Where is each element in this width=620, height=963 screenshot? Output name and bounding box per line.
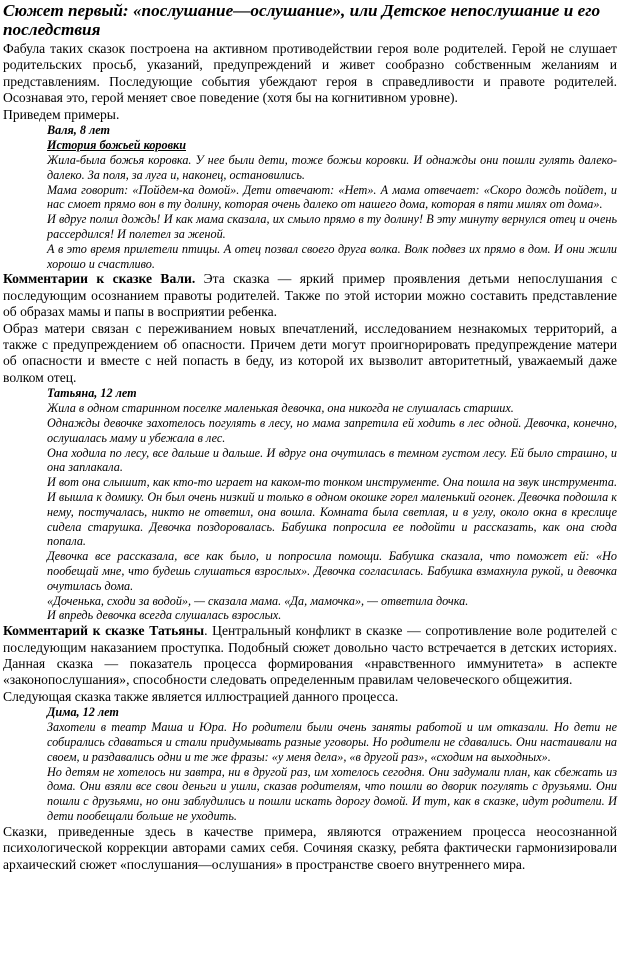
tale-line: И вот она слышит, как кто-то играет на каком-то тонком инструменте. Она пошла на звук инструмента. И вышла к домику. Он был очень низкий и только в одном окошке горел маленький огонек. Девочка подошла к нему, постучалась, никто не ответил, она вошла. Комната была светлая, и в углу, около окна в креслице сидела старушка. Девочка поздоровалась. Бабушка попросила ее подойти и рассказать, как она сюда попала. — [47, 475, 617, 549]
tale-tatyana — [3, 386, 617, 623]
tale-line: Мама говорит: «Пойдем-ка домой». Дети отвечают: «Нет». А мама отвечает: «Скоро дождь пойдет, и нас смоет прямо вон в ту долину, которая очень далеко от нашего дома, которая в пяти милях от дома». — [47, 182, 617, 212]
tale-line: Но детям не хотелось ни завтра, ни в другой раз, им хотелось сегодня. Они задумали план, как сбежать из дома. Они взяли все свои деньги и ушли, сказав родителям, что пошли во дворик погулять с друзьями. Они пошли с друзьями, но они заблудились и пошли искать дорогу домой. И тут, как в сказке, идут родители. И дети пообещали больше не уходить. — [47, 764, 617, 824]
comment-vali — [3, 271, 617, 320]
mother-image-paragraph: Образ матери связан с переживанием новых впечатлений, исследованием незнакомых территорий, а также с предупреждением об опасности. Причем дети могут проигнорировать предупреждение матери об опасности и вместе с ней попасть в беду, из которой их вызволит авторитетный, уважаемый даже волком отец. — [3, 320, 617, 385]
section-heading: Сюжет первый: «послушание—ослушание», или Детское непослушание и его последствия — [3, 1, 601, 39]
tale-author: Валя, 8 лет — [47, 123, 110, 138]
comment-lead: Комментарии к сказке Вали. — [3, 271, 196, 287]
tale-author: Татьяна, 12 лет — [47, 386, 137, 401]
tale-line: Жила-была божья коровка. У нее были дети, тоже божьи коровки. И однажды они пошли гулять далеко-далеко. За поля, за луга и, наконец, остановились. — [47, 153, 617, 182]
closing-paragraph: Сказки, приведенные здесь в качестве примера, являются отражением процесса неосознанной психологической коррекции авторами самих себя. Сочиняя сказку, ребята фактически гармонизировали архаический сюжет «послушания—ослушания» в пространстве своего внутреннего мира. — [3, 823, 617, 872]
intro-paragraph: Фабула таких сказок построена на активном противодействии героя воле родителей. Герой не слушает родительских просьб, указаний, предупреждений и живет сообразно собственным желаниям и представлениям. Последующие события убеждают героя в справедливости и правоте родителей. Осознавая это, герой меняет свое поведение (хотя бы на когнитивном уровне). — [3, 41, 617, 106]
tale-author: Дима, 12 лет — [47, 705, 119, 720]
tale-vali — [3, 123, 617, 271]
comment-tatyana — [3, 623, 617, 689]
tale-line: Однажды девочке захотелось погулять в лесу, но мама запретила ей ходить в лес одной. Девочка, конечно, ослушалась маму и убежала в лес. — [47, 416, 617, 445]
tale-line: Она ходила по лесу, все дальше и дальше. И вдруг она очутилась в темном густом лесу. Ей было страшно, и она заплакала. — [47, 445, 617, 475]
examples-intro: Приведем примеры. — [3, 106, 120, 122]
tale-line: Жила в одном старинном поселке маленькая девочка, она никогда не слушалась старших. — [47, 401, 514, 416]
tale-line: А в это время прилетели птицы. А отец позвал своего друга волка. Волк подвез их прямо в дом. И они жили хорошо и счастливо. — [47, 241, 617, 271]
tale-dima — [3, 705, 617, 824]
tale-title: История божьей коровки — [47, 138, 187, 153]
tale-line: И вдруг полил дождь! И как мама сказала, их смыло прямо в ту долину! В эту минуту вернулся отец и очень рассердился! И полетел за женой. — [47, 212, 617, 242]
tale-line: «Доченька, сходи за водой», — сказала мама. «Да, мамочка», — ответила дочка. — [47, 593, 469, 608]
next-tale-intro: Следующая сказка также является иллюстрацией данного процесса. — [3, 688, 399, 704]
comment-text: . Центральный конфликт в сказке — сопротивление воле родителей с последующим наказанием проступка. Подобный сюжет довольно часто встречается в детских историях. Данная сказка — показатель процесса формирования «нравственного иммунитета» в аспекте «законопослушания», способности следовать определенным правилам человеческого общежития. — [3, 623, 617, 688]
comment-text: Эта сказка — яркий пример проявления детьми непослушания с последующим осознанием правоты родителей. Также по этой истории можно составить представление об образах мамы и папы в восприятии ребенка. — [3, 271, 617, 320]
comment-lead: Комментарий к сказке Татьяны — [3, 623, 205, 639]
tale-line: Захотели в театр Маша и Юра. Но родители были очень заняты работой и им отказали. Но дети не собирались сдаваться и стали придумывать разные уговоры. Но родители не сдавались. Они настаивали на своем, и раздавались одни и те же фразы: «у меня дела», «в другой раз», «сходим на выходных». — [47, 720, 617, 764]
tale-line: И впредь девочка всегда слушалась взрослых. — [47, 608, 282, 623]
tale-line: Девочка все рассказала, все как было, и попросила помощи. Бабушка сказала, что поможет ей: «Но пообещай мне, что будешь слушаться взрослых». Девочка согласилась. Бабушка взмахнула рукой, и девочка очутилась дома. — [47, 549, 617, 593]
